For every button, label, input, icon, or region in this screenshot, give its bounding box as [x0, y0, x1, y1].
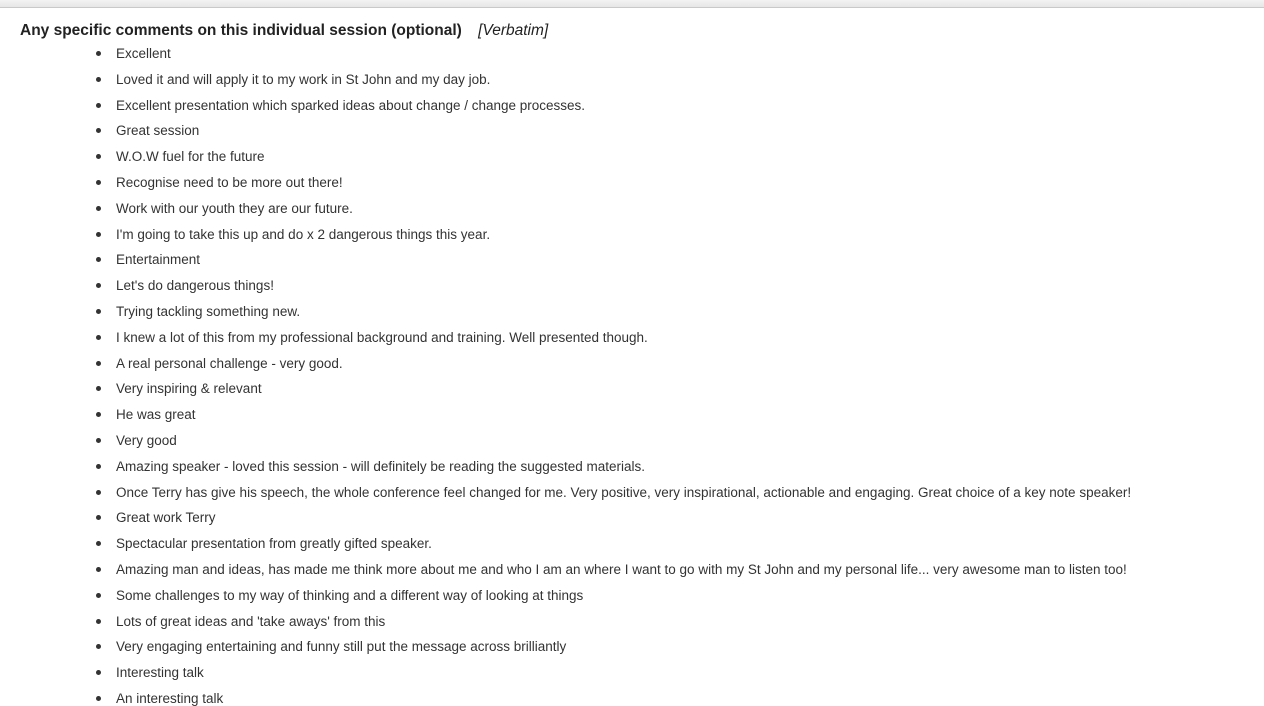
comment-text: A real personal challenge - very good. [116, 355, 343, 371]
comment-item [0, 41, 1131, 67]
comment-item [0, 247, 1131, 273]
comment-text: Some challenges to my way of thinking and a different way of looking at things [116, 587, 584, 603]
comment-item [0, 325, 1131, 351]
comment-item [0, 222, 1131, 248]
comment-text: I knew a lot of this from my professional background and training. Well presented though. [116, 329, 648, 345]
comment-text: Once Terry has give his speech, the whole conference feel changed for me. Very positive, very inspirational, actionable and engaging. Great choice of a key note speaker! [116, 484, 1132, 500]
bullet-icon [96, 128, 101, 133]
comment-text: Amazing man and ideas, has made me think more about me and who I am an where I want to go with my St John and my personal life... very awesome man to listen too! [116, 561, 1127, 577]
comment-text: Trying tackling something new. [116, 303, 301, 319]
bullet-icon [96, 232, 101, 237]
bullet-icon [96, 51, 101, 56]
comment-item [0, 273, 1131, 299]
comment-item [0, 170, 1131, 196]
comment-item [0, 351, 1131, 377]
bullet-icon [96, 567, 101, 572]
bullet-icon [96, 593, 101, 598]
comment-item [0, 557, 1131, 583]
section-title: Any specific comments on this individual session (optional) [20, 22, 462, 39]
comment-text: W.O.W fuel for the future [116, 149, 265, 165]
bullet-icon [96, 541, 101, 546]
bullet-icon [96, 283, 101, 288]
comment-text: Great work Terry [116, 510, 216, 526]
comment-text: I'm going to take this up and do x 2 dangerous things this year. [116, 226, 491, 242]
comment-item [0, 118, 1131, 144]
comment-text: Great session [116, 123, 200, 139]
comment-text: Excellent [116, 46, 171, 61]
comment-text: Amazing speaker - loved this session - will definitely be reading the suggested materials. [116, 458, 646, 474]
bullet-icon [96, 464, 101, 469]
bullet-icon [96, 644, 101, 649]
comment-text: He was great [116, 407, 196, 423]
comment-item [0, 505, 1131, 531]
comment-text: Interesting talk [116, 665, 204, 681]
comment-item [0, 609, 1131, 635]
comments-list [0, 41, 1131, 706]
comment-item [0, 454, 1131, 480]
comment-item [0, 402, 1131, 428]
comment-item [0, 299, 1131, 325]
bullet-icon [96, 670, 101, 675]
bullet-icon [96, 206, 101, 211]
bullet-icon [96, 490, 101, 495]
comment-text: Entertainment [116, 252, 201, 268]
top-border [0, 0, 1264, 8]
bullet-icon [96, 386, 101, 391]
comment-item [0, 428, 1131, 454]
comment-item [0, 67, 1131, 93]
comment-text: An interesting talk [116, 690, 224, 706]
bullet-icon [96, 696, 101, 701]
comment-text: Lots of great ideas and 'take aways' from this [116, 613, 386, 629]
bullet-icon [96, 412, 101, 417]
comment-item [0, 660, 1131, 686]
comment-text: Very good [116, 432, 177, 448]
comment-item [0, 686, 1131, 706]
comment-text: Excellent presentation which sparked ideas about change / change processes. [116, 97, 586, 113]
comment-text: Let's do dangerous things! [116, 278, 274, 294]
comment-item [0, 376, 1131, 402]
verbatim-tag: [Verbatim] [478, 22, 549, 39]
section-heading [20, 21, 548, 41]
comment-text: Very inspiring & relevant [116, 381, 262, 397]
bullet-icon [96, 335, 101, 340]
comment-item [0, 196, 1131, 222]
comment-text: Spectacular presentation from greatly gifted speaker. [116, 536, 432, 552]
comment-item [0, 583, 1131, 609]
comment-item [0, 480, 1131, 506]
comment-text: Loved it and will apply it to my work in St John and my day job. [116, 71, 491, 87]
comment-item [0, 144, 1131, 170]
bullet-icon [96, 154, 101, 159]
bullet-icon [96, 619, 101, 624]
comment-text: Very engaging entertaining and funny still put the message across brilliantly [116, 639, 567, 655]
comment-text: Work with our youth they are our future. [116, 200, 353, 216]
comment-text: Recognise need to be more out there! [116, 174, 343, 190]
bullet-icon [96, 257, 101, 262]
bullet-icon [96, 515, 101, 520]
bullet-icon [96, 361, 101, 366]
bullet-icon [96, 309, 101, 314]
bullet-icon [96, 180, 101, 185]
bullet-icon [96, 77, 101, 82]
comment-item [0, 634, 1131, 660]
comment-item [0, 93, 1131, 119]
comment-item [0, 531, 1131, 557]
bullet-icon [96, 103, 101, 108]
bullet-icon [96, 438, 101, 443]
